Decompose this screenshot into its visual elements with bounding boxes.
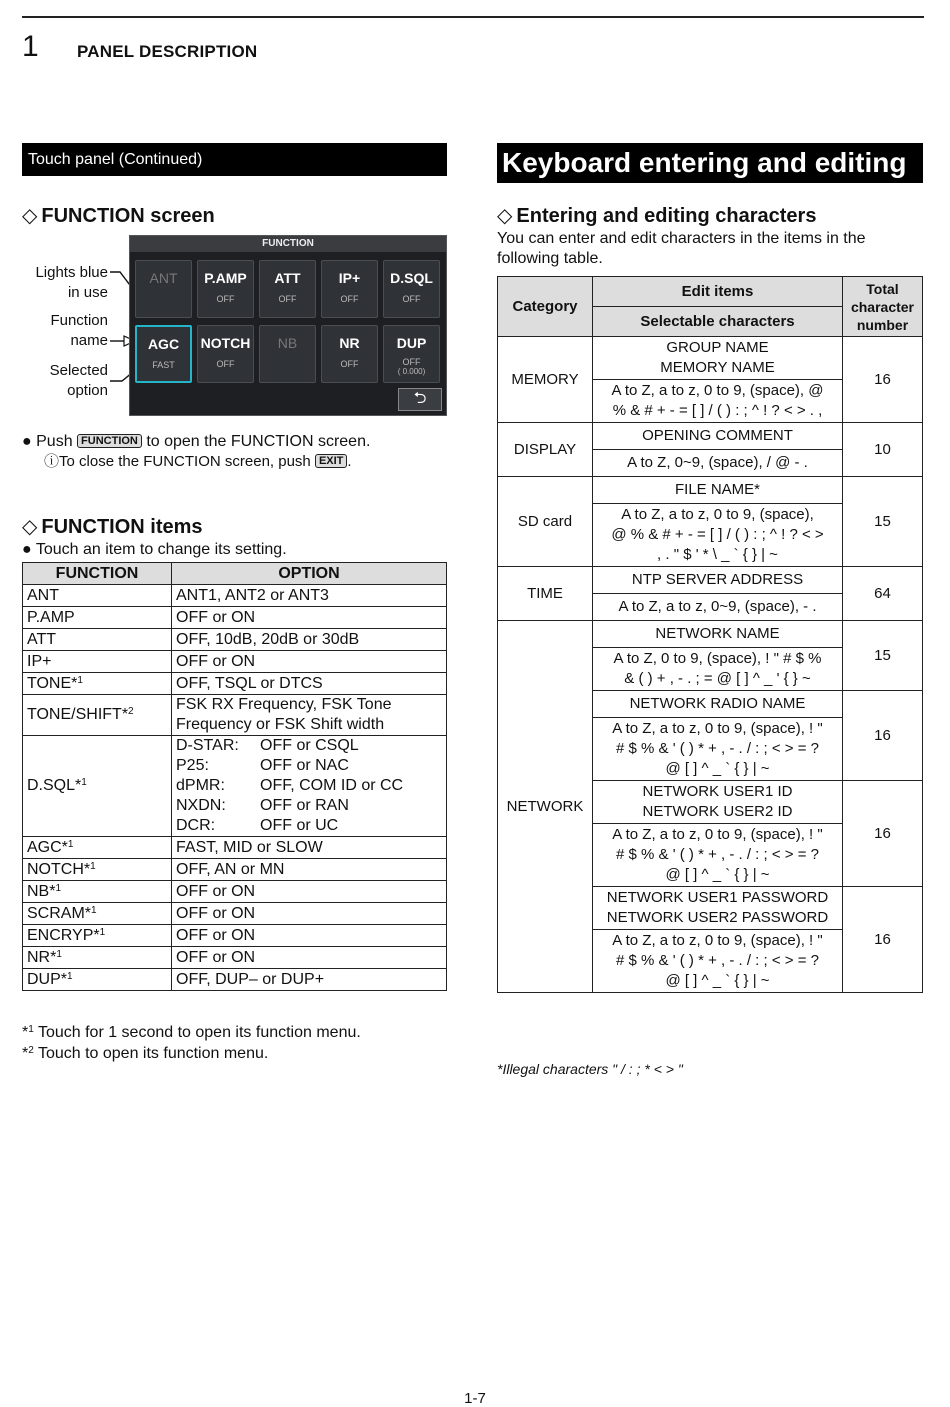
diamond-icon: ◇ bbox=[497, 205, 513, 227]
key-dup[interactable]: DUP OFF ( 0.000) bbox=[383, 325, 440, 383]
table-row: NB*$^1$ OFF or ON bbox=[23, 881, 447, 903]
intro-text: You can enter and edit characters in the items in the following table. bbox=[497, 230, 866, 267]
col-total: Total character number bbox=[843, 277, 923, 337]
table-row: MEMORY GROUP NAME MEMORY NAME 16 bbox=[498, 337, 923, 380]
table-row: NETWORK USER1 ID NETWORK USER2 ID 16 bbox=[498, 781, 923, 824]
table-header-row bbox=[23, 563, 447, 585]
info-icon: ⓘ bbox=[44, 453, 60, 470]
col-function: FUNCTION bbox=[23, 563, 172, 585]
section-bar: Touch panel (Continued) bbox=[22, 143, 447, 176]
table-row: DUP*$^1$ OFF, DUP– or DUP+ bbox=[23, 969, 447, 991]
table-row: A to Z, a to z, 0 to 9, (space), @ % & # + - = [ ] / ( ) : ; ^ ! ? < > , . " $ ' * \ _ ` { } | ~ bbox=[498, 504, 923, 567]
close-instruction: ⓘTo close the FUNCTION screen, push EXIT . bbox=[44, 453, 352, 470]
page-number: 1-7 bbox=[464, 1390, 486, 1407]
chapter-number: 1 bbox=[22, 30, 39, 63]
table-row: TIME NTP SERVER ADDRESS 64 bbox=[498, 567, 923, 594]
function-screen-heading: ◇ FUNCTION screen bbox=[22, 205, 215, 227]
table-row: A to Z, a to z, 0~9, (space), - . bbox=[498, 594, 923, 621]
table-row: AGC*$^1$ FAST, MID or SLOW bbox=[23, 837, 447, 859]
key-att[interactable]: ATT OFF bbox=[259, 260, 316, 318]
key-nb[interactable]: NB bbox=[259, 325, 316, 383]
function-screen-image bbox=[129, 235, 447, 416]
col-category: Category bbox=[498, 277, 593, 337]
bullet-icon: ● bbox=[22, 433, 32, 450]
table-row: A to Z, 0 to 9, (space), ! " # $ % & ( ) + , - . ; = @ [ ] ^ _ ' { } ~ bbox=[498, 648, 923, 691]
diamond-icon: ◇ bbox=[22, 516, 38, 538]
return-button[interactable] bbox=[398, 388, 442, 411]
key-agc[interactable]: AGC FAST bbox=[135, 325, 192, 383]
table-row: DISPLAY OPENING COMMENT 10 bbox=[498, 423, 923, 450]
bullet-icon: ● bbox=[22, 541, 32, 558]
footnote-1: *$^1$ Touch for 1 second to open its function menu. bbox=[22, 1024, 361, 1041]
key-notch[interactable]: NOTCH OFF bbox=[197, 325, 254, 383]
table-header-row bbox=[498, 277, 923, 307]
callout-lights-blue: Lights blue in use bbox=[35, 264, 108, 301]
chapter-title: PANEL DESCRIPTION bbox=[77, 42, 258, 61]
key-ipplus[interactable]: IP+ OFF bbox=[321, 260, 378, 318]
table-row: NETWORK RADIO NAME 16 bbox=[498, 691, 923, 718]
key-dsql[interactable]: D.SQL OFF bbox=[383, 260, 440, 318]
col-selectable: Selectable characters bbox=[593, 307, 843, 337]
key-ant[interactable]: ANT bbox=[135, 260, 192, 318]
table-row: ATT OFF, 10dB, 20dB or 30dB bbox=[23, 629, 447, 651]
entering-heading: ◇ Entering and editing characters bbox=[497, 205, 817, 227]
table-row: A to Z, a to z, 0 to 9, (space), ! " # $ % & ' ( ) * + , - . / : ; < > = ? @ [ ] ^ _ ` { } | ~ bbox=[498, 930, 923, 993]
table-row: NETWORK USER1 PASSWORD NETWORK USER2 PASSWORD 16 bbox=[498, 887, 923, 930]
illegal-chars-note: *Illegal characters " / : ; * < > " bbox=[497, 1061, 683, 1077]
table-row: NR*$^1$ OFF or ON bbox=[23, 947, 447, 969]
table-row: P.AMP OFF or ON bbox=[23, 607, 447, 629]
table-row: SCRAM*$^1$ OFF or ON bbox=[23, 903, 447, 925]
key-pamp[interactable]: P.AMP OFF bbox=[197, 260, 254, 318]
table-row: TONE*$^1$ OFF, TSQL or DTCS bbox=[23, 673, 447, 695]
items-instruction: ● Touch an item to change its setting. bbox=[22, 541, 287, 558]
key-nr[interactable]: NR OFF bbox=[321, 325, 378, 383]
col-edit-items: Edit items bbox=[593, 277, 843, 307]
col-option: OPTION bbox=[172, 563, 447, 585]
table-row: A to Z, 0~9, (space), / @ - . bbox=[498, 450, 923, 477]
diamond-icon: ◇ bbox=[22, 205, 38, 227]
exit-key-icon: EXIT bbox=[315, 454, 347, 468]
table-row: A to Z, a to z, 0 to 9, (space), ! " # $ % & ' ( ) * + , - . / : ; < > = ? @ [ ] ^ _ ` { } | ~ bbox=[498, 718, 923, 781]
table-row: A to Z, a to z, 0 to 9, (space), @ % & # + - = [ ] / ( ) : ; ^ ! ? < > . , bbox=[498, 380, 923, 423]
table-row: TONE/SHIFT*$^2$ FSK RX Frequency, FSK Tone Frequency or FSK Shift width bbox=[23, 695, 447, 736]
footnote-2: *$^2$ Touch to open its function menu. bbox=[22, 1045, 269, 1062]
function-items-heading: ◇ FUNCTION items bbox=[22, 516, 203, 538]
callout-selected-option: Selected option bbox=[49, 362, 108, 399]
keyboard-section-bar: Keyboard entering and editing bbox=[497, 143, 923, 183]
table-row: SD card FILE NAME* 15 bbox=[498, 477, 923, 504]
editing-table bbox=[497, 276, 923, 993]
table-row: A to Z, a to z, 0 to 9, (space), ! " # $ % & ' ( ) * + , - . / : ; < > = ? @ [ ] ^ _ ` { } | ~ bbox=[498, 824, 923, 887]
table-row: NETWORK NETWORK NAME 15 bbox=[498, 621, 923, 648]
table-row: IP+ OFF or ON bbox=[23, 651, 447, 673]
table-row: ENCRYP*$^1$ OFF or ON bbox=[23, 925, 447, 947]
function-items-table bbox=[22, 562, 447, 991]
table-row: D.SQL*$^1$ D-STAR: OFF or CSQL P25: OFF or NAC dPMR: OFF, COM ID or CC NXDN: OFF or RAN DCR: OFF or UC bbox=[23, 736, 447, 837]
function-key-icon: FUNCTION bbox=[77, 434, 142, 448]
push-instruction: ● Push FUNCTION to open the FUNCTION screen. bbox=[22, 433, 371, 450]
callout-function-name: Function name bbox=[50, 312, 108, 349]
screen-title: FUNCTION bbox=[130, 236, 446, 252]
table-row: NOTCH*$^1$ OFF, AN or MN bbox=[23, 859, 447, 881]
return-icon: ⮌ bbox=[413, 390, 427, 407]
table-row: ANT ANT1, ANT2 or ANT3 bbox=[23, 585, 447, 607]
